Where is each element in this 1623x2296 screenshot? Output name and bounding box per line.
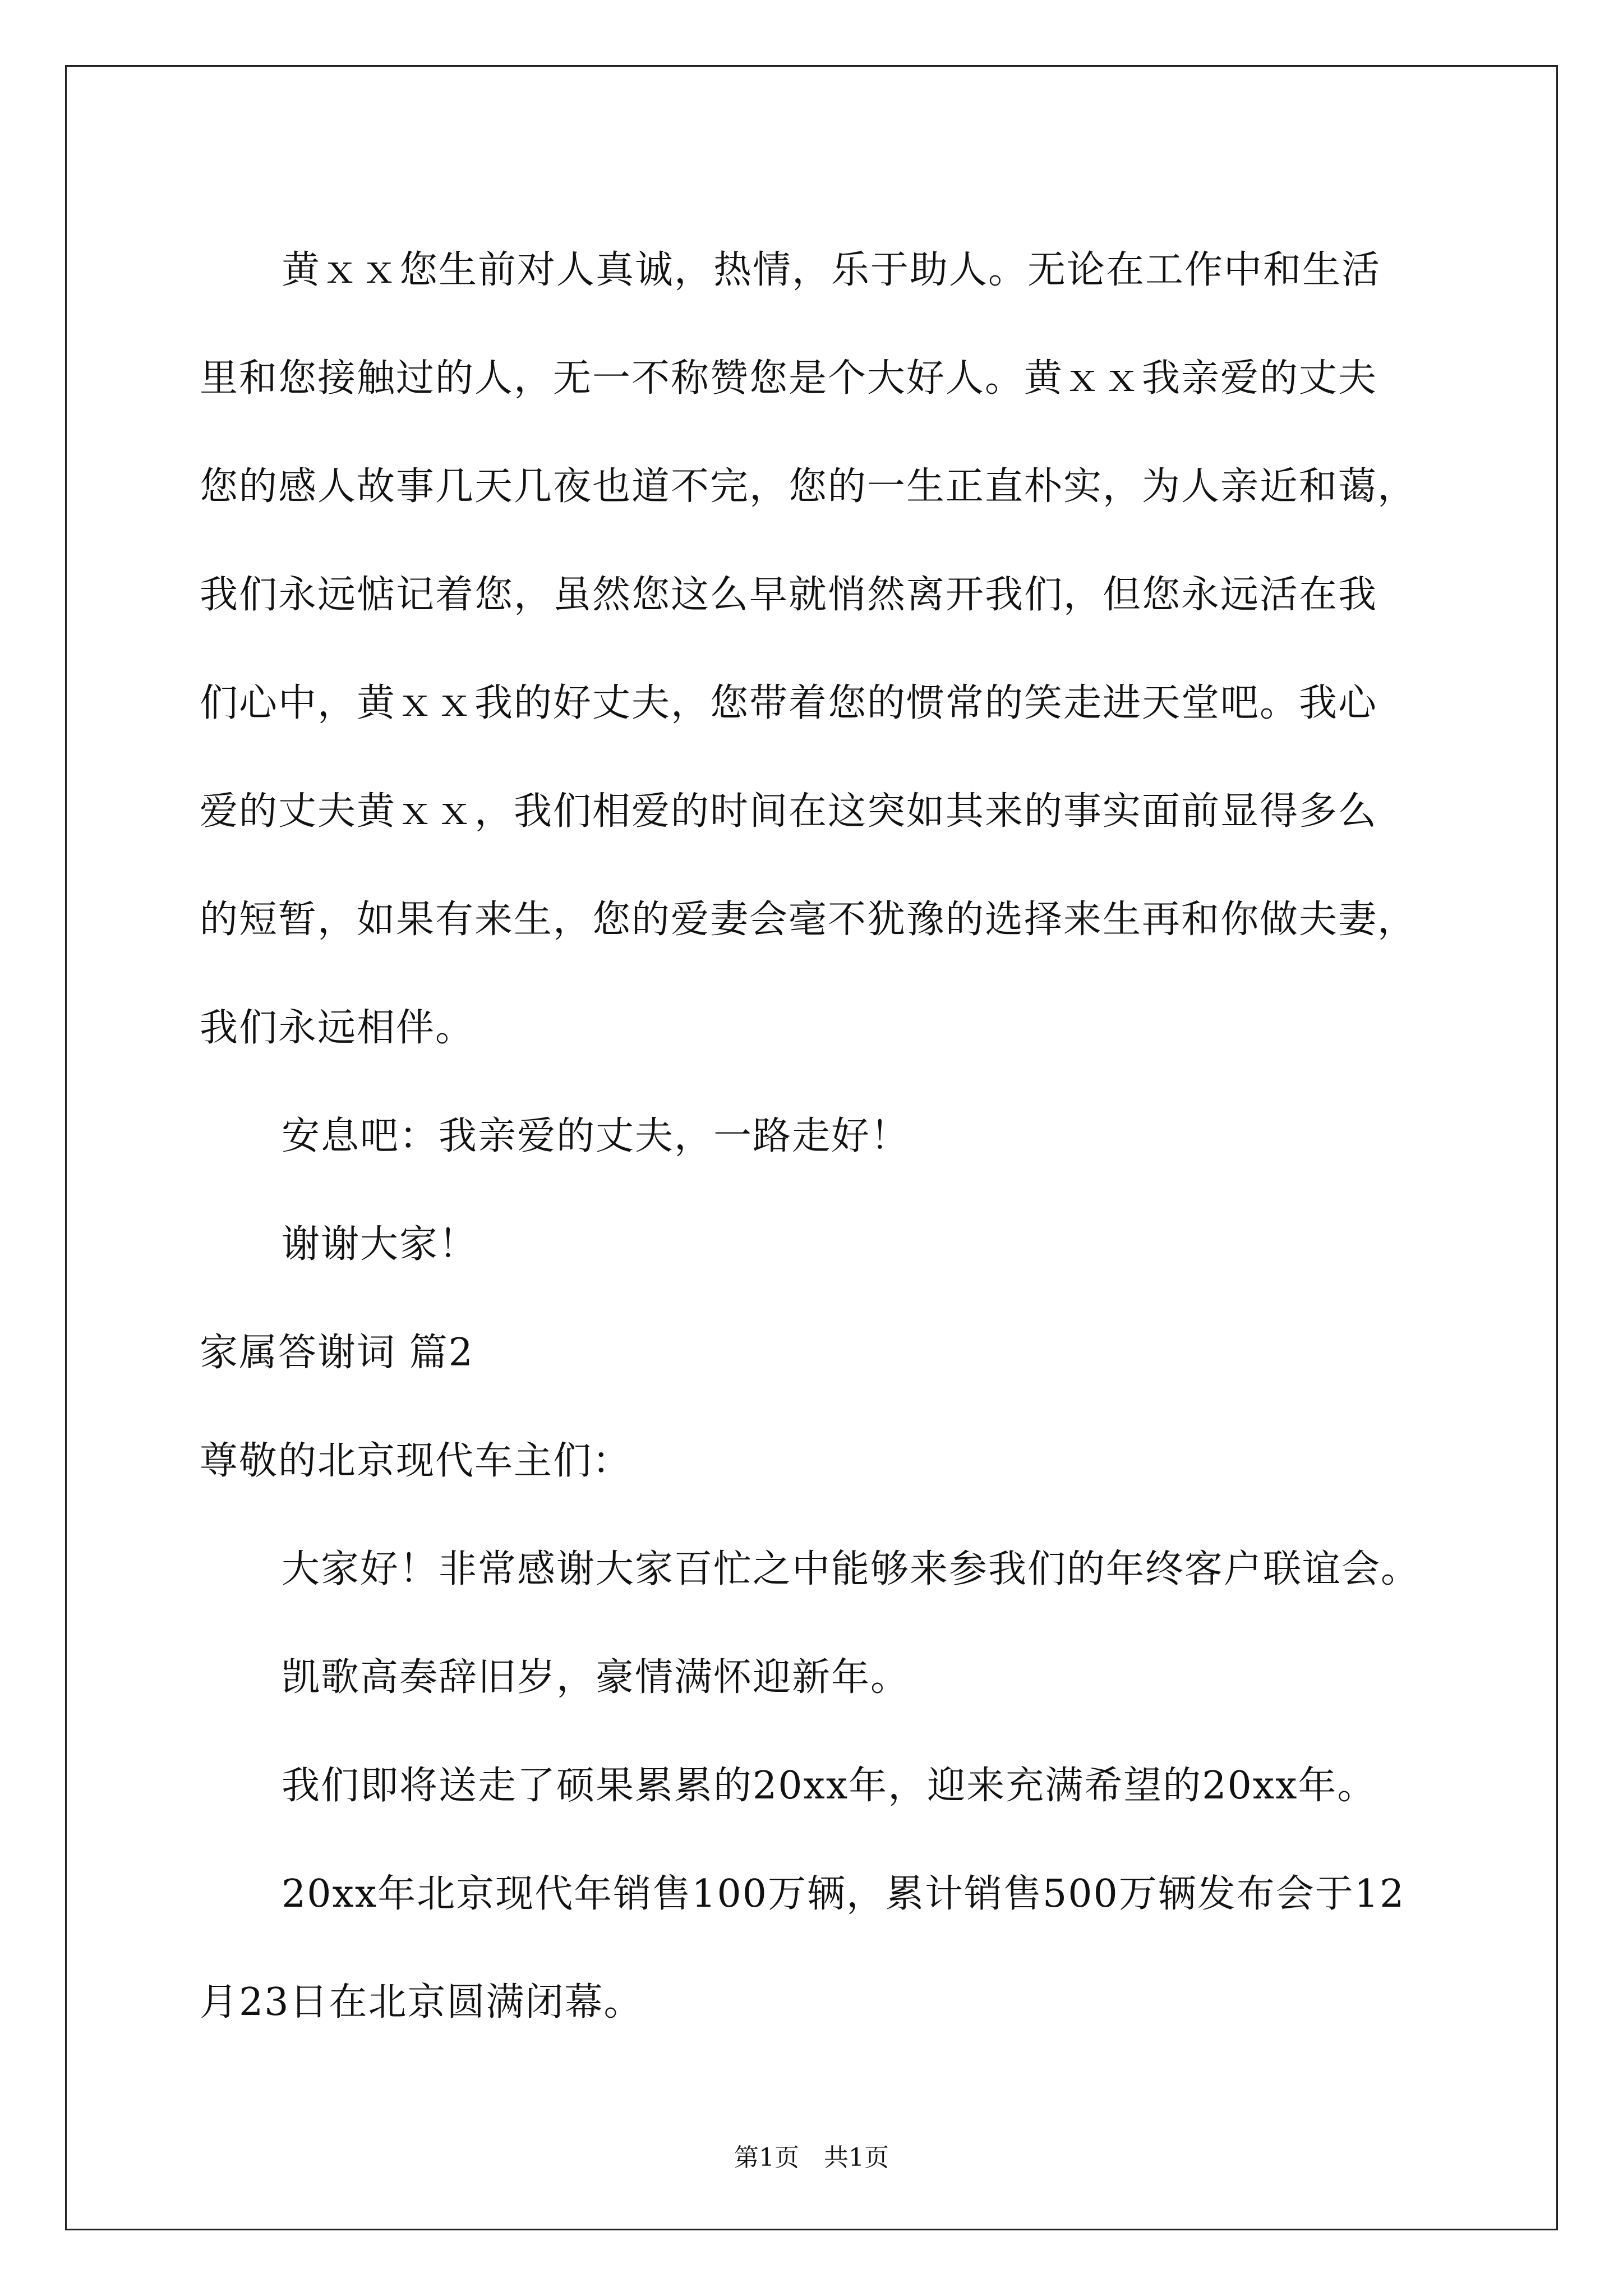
text-line: 20xx年北京现代年销售100万辆，累计销售500万辆发布会于12 <box>282 1872 1405 1916</box>
page-footer: 第1页 共1页 <box>734 2143 889 2172</box>
salutation: 尊敬的北京现代车主们： <box>200 1439 632 1483</box>
paragraph-eulogy <box>200 216 1439 1082</box>
text-line: 里和您接触过的人，无一不称赞您是个大好人。黄ｘｘ我亲爱的丈夫 <box>200 356 1378 401</box>
paragraph-thanks: 谢谢大家！ <box>282 1222 478 1267</box>
section-heading: 家属答谢词 篇2 <box>200 1331 474 1375</box>
text-line: 黄ｘｘ您生前对人真诚，热情，乐于助人。无论在工作中和生活 <box>282 248 1381 292</box>
paragraph-farewell: 安息吧：我亲爱的丈夫，一路走好！ <box>282 1114 910 1158</box>
paragraph-sales <box>200 1840 1439 2056</box>
text-line: 我们永远惦记着您，虽然您这么早就悄然离开我们，但您永远活在我 <box>200 573 1378 617</box>
text-line: 我们永远相伴。 <box>200 1006 475 1050</box>
text-line: 爱的丈夫黄ｘｘ，我们相爱的时间在这突如其来的事实面前显得多么 <box>200 789 1378 834</box>
text-line: 的短暂，如果有来生，您的爱妻会毫不犹豫的选择来生再和你做夫妻， <box>200 898 1417 942</box>
paragraph-greeting: 大家好！非常感谢大家百忙之中能够来参我们的年终客户联谊会。 <box>282 1547 1421 1591</box>
paragraph-couplet: 凯歌高奏辞旧岁，豪情满怀迎新年。 <box>282 1655 910 1700</box>
document-body <box>200 216 1439 2056</box>
text-line: 们心中，黄ｘｘ我的好丈夫，您带着您的惯常的笑走进天堂吧。我心 <box>200 681 1378 725</box>
text-line: 月23日在北京圆满闭幕。 <box>200 1980 643 2024</box>
paragraph-year: 我们即将送走了硕果累累的20xx年，迎来充满希望的20xx年。 <box>282 1764 1377 1808</box>
text-line: 您的感人故事几天几夜也道不完，您的一生正直朴实，为人亲近和蔼， <box>200 464 1417 509</box>
